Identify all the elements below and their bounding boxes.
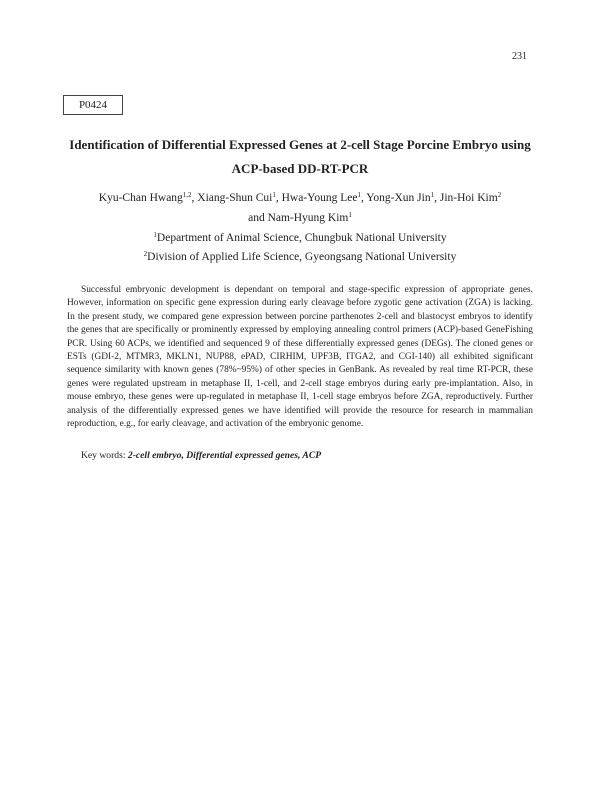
author-line-2 [60, 208, 540, 228]
paper-title [50, 133, 550, 181]
affiliation-list [60, 229, 540, 267]
author-line-1 [60, 188, 540, 208]
author-affiliation-mark: 1 [357, 191, 361, 199]
author-name: Yong-Xun Jin [366, 192, 431, 204]
author-separator: , [360, 192, 367, 204]
author-affiliation-mark: 1 [430, 191, 435, 199]
author-name: Jin-Hoi Kim [439, 192, 498, 204]
affiliation-mark: 2 [143, 250, 148, 258]
title-line-2: ACP-based DD-RT-PCR [231, 161, 369, 176]
affiliation-text: Division of Applied Life Science, Gyeongsang National University [147, 251, 457, 263]
author-separator: , [191, 192, 198, 204]
author-separator: , [434, 192, 440, 204]
title-line-1: Identification of Differential Expressed Genes at 2-cell Stage Porcine Embryo using [69, 137, 531, 152]
affiliation-item [60, 229, 540, 248]
author-separator: , [275, 192, 282, 204]
author-affiliation-mark: 1 [272, 191, 276, 199]
author-affiliation-mark: 1,2 [182, 191, 192, 199]
keywords-label: Key words: [81, 450, 128, 461]
keywords-value: 2-cell embryo, Differential expressed genes, ACP [127, 450, 322, 461]
author-list [60, 188, 540, 228]
page-number: 231 [512, 51, 527, 62]
keywords [81, 450, 321, 461]
abstract-code-box: P0424 [63, 95, 123, 115]
author-name: Hwa-Young Lee [281, 192, 358, 204]
affiliation-text: Department of Animal Science, Chungbuk National University [156, 232, 447, 244]
affiliation-mark: 1 [153, 231, 157, 239]
abstract-body: Successful embryonic development is dependant on temporal and stage-specific expression of appropriate genes. However, information on specific gene expression during early cleavage before zygotic gene activation (ZGA) is lacking. In the present study, we compared gene expression between porcine parthenotes 2-cell and blastocyst embryos to identify the genes that are specifically or prominently expressed by employing annealing control primers (ACP)-based GeneFishing PCR. Using 60 ACPs, we identified and sequenced 9 of these differentially expressed genes (DEGs). The cloned genes or ESTs (GDI-2, MTMR3, MKLN1, NUP88, ePAD, CIRHIM, UPF3B, ITGA2, and CGI-140) all exhibited significant sequence similarity with known genes (78%~95%) of other species in GenBank. As revealed by real time RT-PCR, these genes were regulated upstream in metaphase II, 1-cell, and 2-cell stage embryos during early pre-implantation. Also, in mouse embryo, these genes were up-regulated in metaphase II, 1-cell stage embryos before ZGA, reproductively. Further analysis of the differentially expressed genes we have identified will provide the resource for research in mammalian reproduction, e.g., for early cleavage, and activation of the embryonic genome. [67, 285, 533, 430]
affiliation-item [60, 248, 540, 267]
author-name: Xiang-Shun Cui [197, 192, 273, 204]
author-affiliation-mark: 2 [497, 191, 502, 199]
author-affiliation-mark: 1 [348, 211, 352, 219]
author-name: Kyu-Chan Hwang [98, 192, 183, 204]
author-name: and Nam-Hyung Kim [248, 212, 349, 224]
